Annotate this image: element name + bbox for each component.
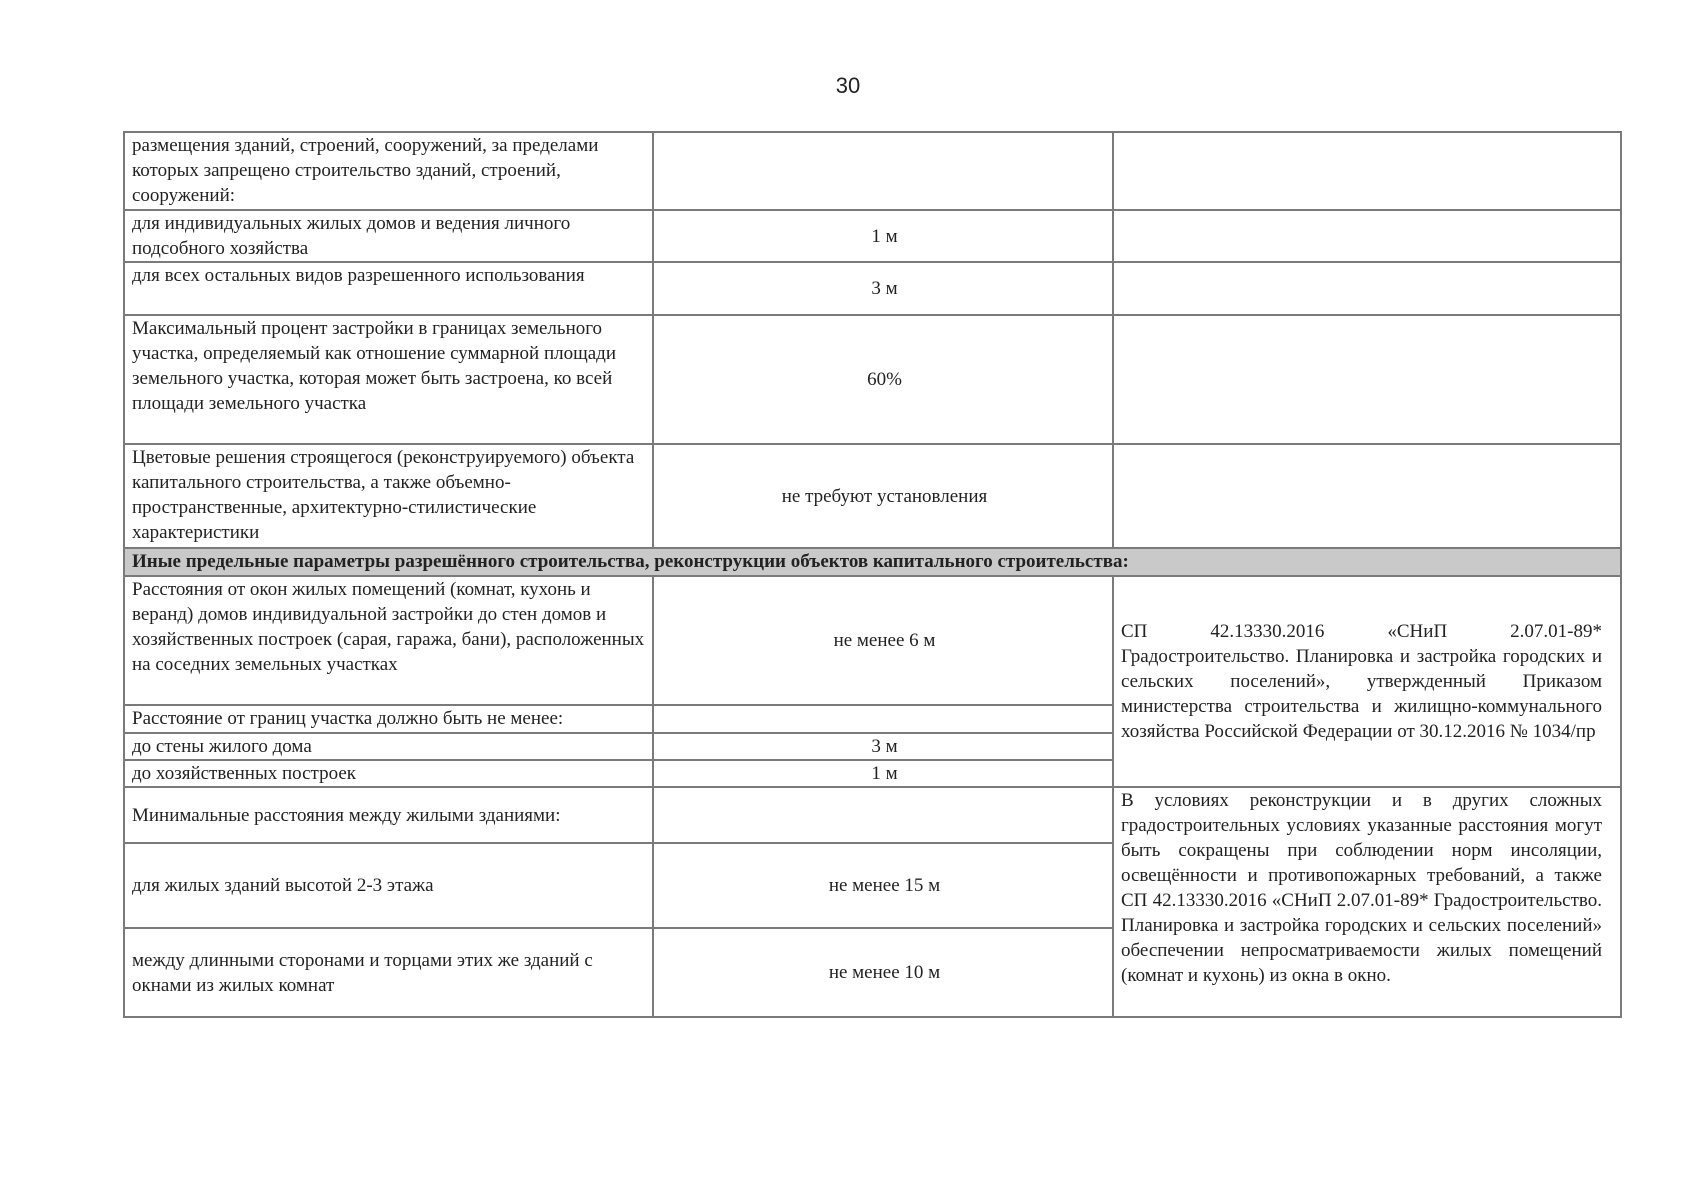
- param-cell: Минимальные расстояния между жилыми зданиями:: [124, 787, 653, 843]
- table-row: [124, 132, 1621, 210]
- param-cell: Максимальный процент застройки в границах земельного участка, определяемый как отношение суммарной площади земельного участка, которая может быть застроена, ко всей площади земельного участка: [124, 315, 653, 444]
- param-cell: до хозяйственных построек: [124, 760, 653, 787]
- value-cell: [653, 705, 1113, 733]
- page-number: 30: [835, 73, 861, 98]
- value-cell: [653, 132, 1113, 210]
- value-cell: 3 м: [653, 733, 1113, 760]
- param-cell: размещения зданий, строений, сооружений, за пределами которых запрещено строительство зданий, строений, сооружений:: [124, 132, 653, 210]
- table-row: [124, 576, 1621, 705]
- note-cell: [1113, 262, 1621, 315]
- param-cell: для индивидуальных жилых домов и ведения личного подсобного хозяйства: [124, 210, 653, 262]
- param-cell: Цветовые решения строящегося (реконструируемого) объекта капитального строительства, а также объемно-пространственные, архитектурно-стилистические характеристики: [124, 444, 653, 548]
- note-cell-regulation: [1113, 576, 1621, 787]
- section-header: Иные предельные параметры разрешённого строительства, реконструкции объектов капитального строительства:: [124, 548, 1621, 576]
- note-cell: [1113, 315, 1621, 444]
- param-cell: для всех остальных видов разрешенного использования: [124, 262, 653, 315]
- value-cell: не менее 15 м: [653, 843, 1113, 928]
- note-cell: [1113, 444, 1621, 548]
- table-row: [124, 210, 1621, 262]
- table-row: [124, 787, 1621, 843]
- regulation-first-line: СП 42.13330.2016 «СНиП 2.07.01-89*: [1121, 621, 1602, 642]
- value-cell: 1 м: [653, 210, 1113, 262]
- value-cell: [653, 787, 1113, 843]
- regulations-table: [123, 131, 1622, 1018]
- param-cell: между длинными сторонами и торцами этих же зданий с окнами из жилых комнат: [124, 928, 653, 1017]
- value-cell: не менее 10 м: [653, 928, 1113, 1017]
- param-cell: до стены жилого дома: [124, 733, 653, 760]
- param-cell: для жилых зданий высотой 2-3 этажа: [124, 843, 653, 928]
- value-cell: 60%: [653, 315, 1113, 444]
- value-cell: 1 м: [653, 760, 1113, 787]
- table-row: [124, 444, 1621, 548]
- regulation-rest: Градостроительство. Планировка и застройка городских и сельских поселений», утвержденный Приказом министерства строительства и жилищно-коммунального хозяйства Российской Федерации от 30.12.2016 № 1034/пр: [1121, 646, 1602, 742]
- param-cell: Расстояния от окон жилых помещений (комнат, кухонь и веранд) домов индивидуальной застройки до стен домов и хозяйственных построек (сарая, гаража, бани), расположенных на соседних земельных участках: [124, 576, 653, 705]
- table-row: [124, 262, 1621, 315]
- value-cell: не менее 6 м: [653, 576, 1113, 705]
- note-cell: [1113, 210, 1621, 262]
- note-cell-reconstruction: В условиях реконструкции и в других сложных градостроительных условиях указанные расстояния могут быть сокращены при соблюдении норм инсоляции, освещённости и противопожарных требований, а также СП 42.13330.2016 «СНиП 2.07.01-89* Градостроительство. Планировка и застройка городских и сельских поселений» обеспечении непросматриваемости жилых помещений (комнат и кухонь) из окна в окно.: [1113, 787, 1621, 1017]
- note-cell: [1113, 132, 1621, 210]
- value-cell: 3 м: [653, 262, 1113, 315]
- table-row: [124, 315, 1621, 444]
- param-cell: Расстояние от границ участка должно быть не менее:: [124, 705, 653, 733]
- section-header-row: [124, 548, 1621, 576]
- value-cell: не требуют установления: [653, 444, 1113, 548]
